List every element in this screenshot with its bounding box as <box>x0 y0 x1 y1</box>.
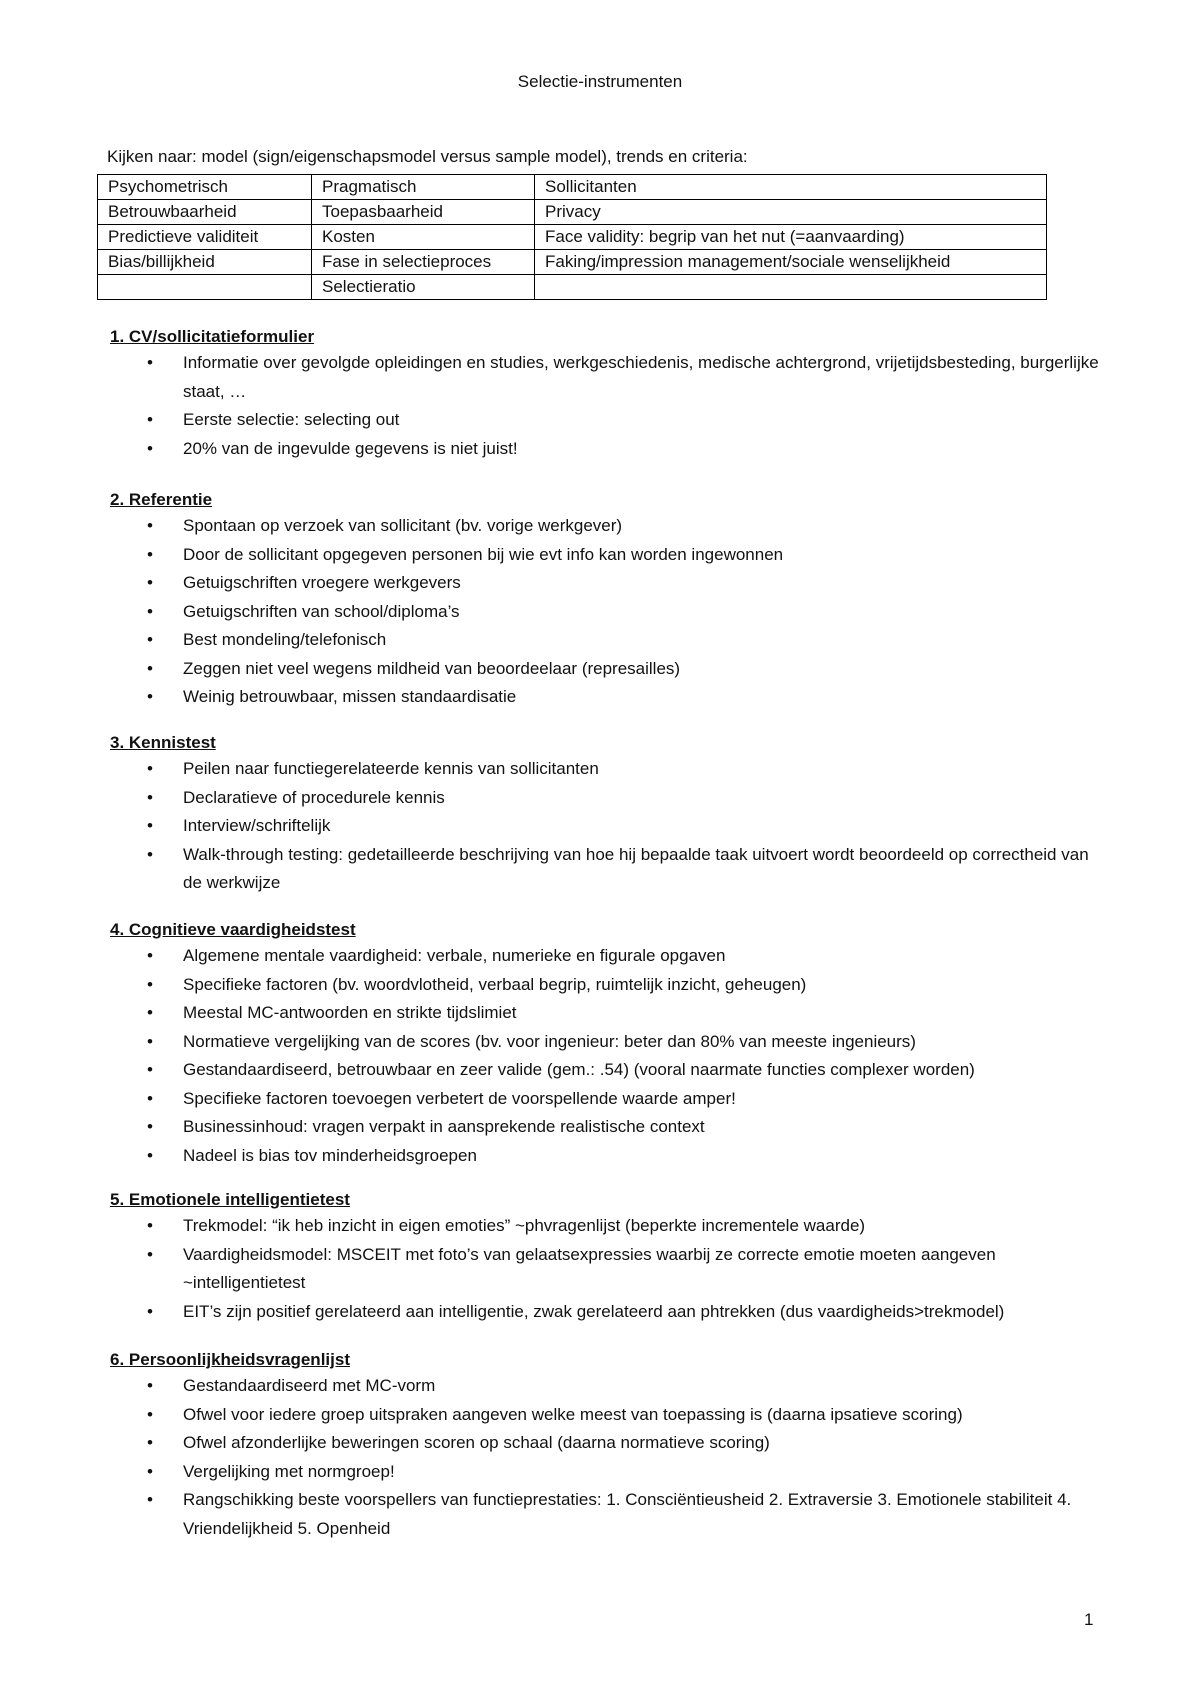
table-cell: Kosten <box>312 225 535 250</box>
section-heading: 4. Cognitieve vaardigheidstest <box>110 920 356 939</box>
table-row <box>98 225 1047 250</box>
table-cell: Fase in selectieproces <box>312 250 535 275</box>
bullet-icon: • <box>147 516 153 535</box>
table-row <box>98 200 1047 225</box>
list-item <box>110 1085 1110 1114</box>
criteria-table <box>97 174 1047 300</box>
list-item <box>110 1486 1110 1543</box>
list-item <box>110 841 1110 898</box>
list-item <box>110 971 1110 1000</box>
list-item-text: Specifieke factoren toevoegen verbetert de voorspellende waarde amper! <box>183 1088 736 1108</box>
section-heading: 5. Emotionele intelligentietest <box>110 1190 350 1209</box>
table-cell: Sollicitanten <box>535 175 1047 200</box>
bullet-icon: • <box>147 1490 153 1509</box>
bullet-icon: • <box>147 1216 153 1235</box>
table-cell <box>98 275 312 300</box>
list-item <box>110 435 1110 464</box>
section-emotionele-test <box>110 1188 1110 1326</box>
list-item <box>110 1241 1110 1298</box>
bullet-list <box>110 349 1110 463</box>
bullet-icon: • <box>147 601 153 621</box>
section-cv <box>110 325 1110 463</box>
list-item-text: Vaardigheidsmodel: MSCEIT met foto’s van gelaatsexpressies waarbij ze correcte emotie moeten aangeven ~intelligentietest <box>183 1244 996 1292</box>
bullet-icon: • <box>147 974 153 994</box>
list-item-text: Peilen naar functiegerelateerde kennis van sollicitanten <box>183 759 599 778</box>
bullet-icon: • <box>147 1117 153 1136</box>
section-heading: 3. Kennistest <box>110 733 216 752</box>
list-item <box>110 598 1110 627</box>
list-item <box>110 1113 1110 1142</box>
bullet-icon: • <box>147 687 153 706</box>
bullet-icon: • <box>147 946 153 965</box>
page-number: 1 <box>1084 1610 1094 1629</box>
list-item-text: Getuigschriften van school/diploma’s <box>183 601 460 621</box>
bullet-icon: • <box>147 844 153 864</box>
list-item-text: Trekmodel: “ik heb inzicht in eigen emoties” ~phvragenlijst (beperkte incrementele waarde) <box>183 1216 866 1235</box>
bullet-list <box>110 942 1110 1170</box>
list-item-text: EIT’s zijn positief gerelateerd aan intelligentie, zwak gerelateerd aan phtrekken (dus vaardigheids>trekmodel) <box>183 1301 1005 1321</box>
bullet-icon: • <box>147 353 153 372</box>
bullet-icon: • <box>147 438 153 458</box>
list-item-text: Ofwel voor iedere groep uitspraken aangeven welke meest van toepassing is (daarna ipsatieve scoring) <box>183 1404 963 1424</box>
list-item-text: Zeggen niet veel wegens mildheid van beoordeelaar (represailles) <box>183 658 681 678</box>
section-referentie <box>110 488 1110 712</box>
list-item-text: Walk-through testing: gedetailleerde beschrijving van hoe hij bepaalde taak uitvoert wordt beoordeeld op correctheid van de werkwijze <box>183 844 1089 892</box>
table-row <box>98 175 1047 200</box>
table-cell: Toepasbaarheid <box>312 200 535 225</box>
list-item <box>110 999 1110 1028</box>
list-item-text: Meestal MC-antwoorden en strikte tijdslimiet <box>183 1003 517 1022</box>
list-item-text: Weinig betrouwbaar, missen standaardisatie <box>183 687 517 706</box>
table-row <box>98 250 1047 275</box>
bullet-icon: • <box>147 816 153 835</box>
table-cell: Bias/billijkheid <box>98 250 312 275</box>
list-item-text: Spontaan op verzoek van sollicitant (bv. vorige werkgever) <box>183 516 623 535</box>
list-item-text: Nadeel is bias tov minderheidsgroepen <box>183 1145 477 1165</box>
list-item <box>110 655 1110 684</box>
table-cell: Predictieve validiteit <box>98 225 312 250</box>
table-cell: Selectieratio <box>312 275 535 300</box>
section-heading: 1. CV/sollicitatieformulier <box>110 327 315 346</box>
list-item <box>110 512 1110 541</box>
list-item <box>110 349 1110 406</box>
section-heading: 6. Persoonlijkheidsvragenlijst <box>110 1350 350 1369</box>
list-item-text: Getuigschriften vroegere werkgevers <box>183 573 461 592</box>
bullet-icon: • <box>147 1003 153 1022</box>
list-item-text: Ofwel afzonderlijke beweringen scoren op schaal (daarna normatieve scoring) <box>183 1433 770 1452</box>
list-item-text: Eerste selectie: selecting out <box>183 410 400 429</box>
bullet-icon: • <box>147 1145 153 1165</box>
list-item-text: Interview/schriftelijk <box>183 816 331 835</box>
table-row <box>98 275 1047 300</box>
list-item <box>110 1429 1110 1458</box>
table-cell: Faking/impression management/sociale wenselijkheid <box>535 250 1047 275</box>
table-cell: Face validity: begrip van het nut (=aanvaarding) <box>535 225 1047 250</box>
list-item <box>110 569 1110 598</box>
bullet-icon: • <box>147 1461 153 1481</box>
bullet-icon: • <box>147 787 153 807</box>
list-item <box>110 942 1110 971</box>
bullet-icon: • <box>147 410 153 429</box>
list-item <box>110 755 1110 784</box>
list-item <box>110 1401 1110 1430</box>
list-item <box>110 1056 1110 1085</box>
list-item <box>110 626 1110 655</box>
section-persoonlijkheid <box>110 1348 1110 1543</box>
list-item <box>110 1372 1110 1401</box>
bullet-icon: • <box>147 1433 153 1452</box>
bullet-icon: • <box>147 1376 153 1395</box>
list-item-text: Businessinhoud: vragen verpakt in aansprekende realistische context <box>183 1117 705 1136</box>
section-cognitieve-test <box>110 918 1110 1170</box>
list-item <box>110 683 1110 712</box>
list-item-text: Informatie over gevolgde opleidingen en studies, werkgeschiedenis, medische achtergrond, vrijetijdsbesteding, burgerlijke staat, … <box>183 353 1099 401</box>
list-item-text: 20% van de ingevulde gegevens is niet juist! <box>183 438 518 458</box>
table-cell: Psychometrisch <box>98 175 312 200</box>
document-title: Selectie-instrumenten <box>517 72 683 91</box>
list-item-text: Gestandaardiseerd, betrouwbaar en zeer valide (gem.: .54) (vooral naarmate functies complexer worden) <box>183 1060 975 1079</box>
table-cell: Privacy <box>535 200 1047 225</box>
bullet-list <box>110 512 1110 712</box>
list-item <box>110 1028 1110 1057</box>
bullet-icon: • <box>147 1088 153 1108</box>
bullet-icon: • <box>147 1404 153 1424</box>
list-item-text: Normatieve vergelijking van de scores (bv. voor ingenieur: beter dan 80% van meeste ingenieurs) <box>183 1031 916 1051</box>
bullet-icon: • <box>147 1060 153 1079</box>
bullet-list <box>110 1212 1110 1326</box>
bullet-icon: • <box>147 759 153 778</box>
bullet-icon: • <box>147 544 153 564</box>
bullet-icon: • <box>147 573 153 592</box>
list-item-text: Gestandaardiseerd met MC-vorm <box>183 1376 436 1395</box>
bullet-icon: • <box>147 1244 153 1264</box>
section-heading: 2. Referentie <box>110 490 213 509</box>
bullet-list <box>110 1372 1110 1543</box>
list-item-text: Declaratieve of procedurele kennis <box>183 787 445 807</box>
list-item <box>110 1298 1110 1327</box>
list-item <box>110 812 1110 841</box>
list-item-text: Algemene mentale vaardigheid: verbale, numerieke en figurale opgaven <box>183 946 726 965</box>
bullet-icon: • <box>147 1031 153 1051</box>
list-item <box>110 1212 1110 1241</box>
table-cell: Pragmatisch <box>312 175 535 200</box>
bullet-icon: • <box>147 630 153 649</box>
section-kennistest <box>110 731 1110 898</box>
list-item-text: Vergelijking met normgroep! <box>183 1461 395 1481</box>
list-item-text: Best mondeling/telefonisch <box>183 630 387 649</box>
list-item <box>110 784 1110 813</box>
list-item-text: Door de sollicitant opgegeven personen bij wie evt info kan worden ingewonnen <box>183 544 784 564</box>
table-cell: Betrouwbaarheid <box>98 200 312 225</box>
list-item-text: Specifieke factoren (bv. woordvlotheid, verbaal begrip, ruimtelijk inzicht, geheugen) <box>183 974 807 994</box>
list-item <box>110 1142 1110 1171</box>
bullet-icon: • <box>147 658 153 678</box>
list-item-text: Rangschikking beste voorspellers van functieprestaties: 1. Consciëntieusheid 2. Extraversie 3. Emotionele stabiliteit 4. Vriendelijkheid 5. Openheid <box>183 1490 1072 1538</box>
list-item <box>110 406 1110 435</box>
list-item <box>110 1458 1110 1487</box>
intro-text: Kijken naar: model (sign/eigenschapsmodel versus sample model), trends en criteria: <box>107 147 748 166</box>
list-item <box>110 541 1110 570</box>
table-cell <box>535 275 1047 300</box>
bullet-list <box>110 755 1110 898</box>
bullet-icon: • <box>147 1301 153 1321</box>
